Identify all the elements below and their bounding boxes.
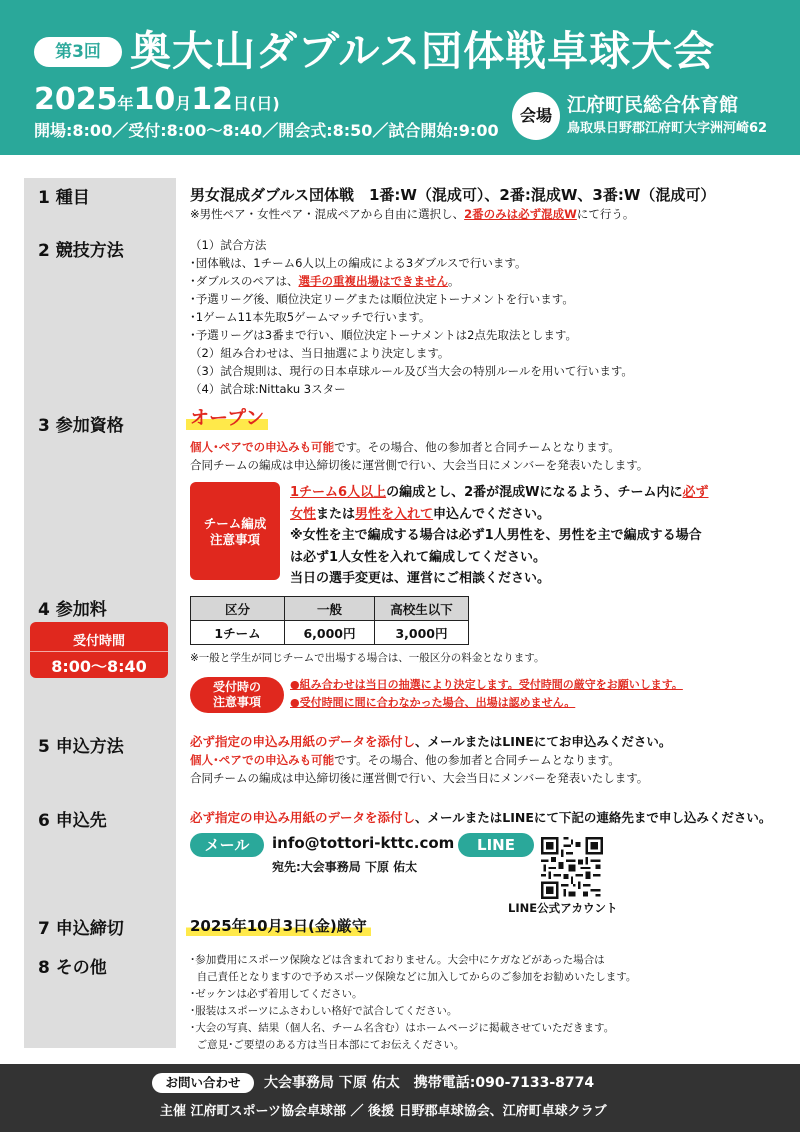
fee-header-general: 一般 [285, 597, 375, 621]
apply-method-text-main: 、メールまたはLINEにてお申込みください。 [415, 734, 672, 749]
header-banner [0, 0, 800, 155]
eligibility-line: 合同チームの編成は申込締切後に運営側で行い、大会当日にメンバーを発表いたします。 [190, 458, 649, 472]
fee-header-student: 高校生以下 [375, 597, 469, 621]
event-note-a: ※男性ペア・女性ペア・混成ペアから自由に選択し、 [190, 207, 465, 221]
rules-line: ･団体戦は、1チーム6人以上の編成による3ダブルスで行います。 [190, 256, 527, 270]
contact-label: お問い合わせ [152, 1073, 254, 1093]
rules-line: （1）試合方法 [190, 238, 267, 252]
apply-to-line [190, 808, 771, 826]
footer [0, 1064, 800, 1132]
venue-name: 江府町民総合体育館 [567, 94, 739, 116]
reception-note-pill [190, 677, 284, 713]
other-note-line: ･ゼッケンは必ず着用してください。 [190, 988, 363, 1000]
rules-line: （3）試合規則は、現行の日本卓球ルール及び当大会の特別ルールを用いて行います。 [190, 364, 633, 378]
section-label-eligibility: 3 参加資格 [38, 416, 124, 436]
team-note-line: ※女性を主で編成する場合は必ず1人男性を、男性を主で編成する場合 [290, 528, 702, 543]
apply-method-line [190, 751, 671, 769]
fee-cell-student: 3,000円 [375, 621, 469, 645]
apply-to-text: 、メールまたはLINEにて下記の連絡先まで申し込みください。 [415, 810, 772, 825]
reception-time-value: 8:00〜8:40 [30, 651, 168, 677]
apply-method-text [190, 733, 671, 787]
event-date [34, 82, 280, 117]
team-note-text: 申込んでください。 [433, 506, 551, 522]
date-day: 12 [191, 82, 234, 117]
date-year-unit: 年 [117, 94, 134, 113]
apply-to-emphasis: 必ず指定の申込み用紙のデータを添付し [190, 810, 416, 825]
edition-badge: 第3回 [34, 37, 122, 67]
apply-method-line [190, 733, 671, 751]
other-notes [190, 952, 636, 1054]
eligibility-line [190, 438, 648, 456]
venue-address: 鳥取県日野郡江府町大字洲河崎62 [567, 121, 768, 136]
other-note-line: ご意見･ご要望のある方は当日本部にてお伝えください。 [190, 1039, 465, 1051]
reception-time-label: 受付時間 [72, 634, 125, 649]
other-note-line: ･大会の写真、結果（個人名、チーム名含む）はホームページに掲載させていただきます。 [190, 1022, 615, 1034]
line-pill: LINE [458, 833, 534, 857]
section-label-rules: 2 競技方法 [38, 241, 124, 261]
rules-line: ･1ゲーム11本先取5ゲームマッチで行います。 [190, 310, 431, 324]
fee-note: ※一般と学生が同じチームで出場する場合は、一般区分の料金となります。 [190, 652, 545, 664]
reception-note-line: ●受付時間に間に合わなかった場合、出場は認めません。 [290, 696, 576, 709]
fee-cell-category: 1チーム [191, 621, 285, 645]
rules-line-emphasis: 選手の重複出場はできません [298, 274, 448, 288]
section-label-apply-to: 6 申込先 [38, 811, 107, 831]
date-day-unit: 日 [233, 94, 250, 113]
eligibility-emphasis: 個人･ペアでの申込みも可能 [190, 440, 335, 454]
team-note-line [290, 504, 709, 526]
line-caption: LINE公式アカウント [508, 901, 618, 915]
event-note [190, 205, 634, 223]
fee-table-row [191, 621, 469, 645]
team-note-text: または [316, 506, 356, 522]
team-note-line [290, 482, 709, 504]
fee-table-header-row [191, 597, 469, 621]
other-note-line: ･参加費用にスポーツ保険などは含まれておりません。大会中にケガなどがあった場合は [190, 954, 605, 966]
page-title: 奥大山ダブルス団体戦卓球大会 [130, 27, 716, 75]
section-label-apply-method: 5 申込方法 [38, 737, 124, 757]
section-label-other: 8 その他 [38, 958, 107, 978]
apply-method-emphasis: 必ず指定の申込み用紙のデータを添付し [190, 734, 416, 749]
date-weekday: (日) [249, 94, 280, 113]
date-year: 2025 [34, 82, 118, 117]
rules-line: ･予選リーグは3番まで行い、順位決定トーナメントは2点先取法とします。 [190, 328, 577, 342]
other-note-line: ･服装はスポーツにふさわしい格好で試合してください。 [190, 1005, 458, 1017]
fee-cell-general: 6,000円 [285, 621, 375, 645]
apply-method-emphasis: 個人･ペアでの申込みも可能 [190, 753, 335, 767]
deadline-highlight: 2025年10月3日(金)厳守 [186, 915, 371, 936]
reception-note-line: ●組み合わせは当日の抽選により決定します。受付時間の厳守をお願いします。 [290, 678, 683, 691]
other-note-line: 自己責任となりますので予めスポーツ保険などに加入してからのご参加をお勧めいたします。 [190, 971, 637, 983]
date-month: 10 [133, 82, 176, 117]
rules-line [190, 272, 633, 290]
team-note-emphasis: 1チーム6人以上 [290, 485, 387, 500]
team-note-line: は必ず1人女性を入れて編成してください。 [290, 549, 547, 565]
section-label-fee: 4 参加料 [38, 600, 107, 620]
eligibility-line-text: です。その場合、他の参加者と合同チームとなります。 [334, 440, 620, 454]
reception-time-box [30, 622, 168, 678]
sponsor-info: 主催 江府町スポーツ協会卓球部 ／ 後援 日野郡卓球協会、江府町卓球クラブ [160, 1104, 607, 1119]
rules-list [190, 236, 633, 398]
venue-badge: 会場 [512, 92, 560, 140]
event-note-c: にて行う。 [576, 207, 635, 221]
recipient-name: 宛先:大会事務局 下原 佑太 [272, 860, 418, 874]
rules-line: （2）組み合わせは、当日抽選により決定します。 [190, 346, 450, 360]
team-note-box [190, 482, 280, 580]
fee-header-category: 区分 [191, 597, 285, 621]
contact-info: 大会事務局 下原 佑太 携帯電話:090-7133-8774 [264, 1075, 595, 1091]
reception-note-lines [290, 676, 683, 712]
rules-line-text: ･ダブルスのペアは、 [190, 274, 299, 288]
event-main: 男女混成ダブルス団体戦 1番:W（混成可）、2番:混成W、3番:W（混成可） [190, 186, 716, 204]
mail-pill: メール [190, 833, 264, 857]
section-label-event: 1 種目 [38, 188, 90, 208]
rules-line-text: 。 [447, 274, 460, 288]
reception-note-label: 受付時の 注意事項 [212, 680, 261, 709]
apply-method-text-main: です。その場合、他の参加者と合同チームとなります。 [334, 753, 620, 767]
team-note-line: 当日の選手変更は、運営にご相談ください。 [290, 571, 551, 586]
team-note-lines [290, 482, 709, 590]
date-month-unit: 月 [175, 94, 192, 113]
rules-line: （4）試合球:Nittaku 3スター [190, 382, 346, 396]
team-note-emphasis: 女性 [290, 506, 317, 522]
team-note-text: の編成とし、2番が混成Wになるよう、チーム内に [386, 485, 683, 500]
line-qr-code-icon[interactable] [541, 837, 603, 899]
eligibility-text [190, 438, 648, 474]
team-note-label: チーム編成 注意事項 [203, 516, 267, 547]
schedule-text: 開場:8:00／受付:8:00〜8:40／開会式:8:50／試合開始:9:00 [34, 121, 499, 140]
apply-method-line: 合同チームの編成は申込締切後に運営側で行い、大会当日にメンバーを発表いたします。 [190, 771, 649, 785]
email-address[interactable]: info@tottori-kttc.com [272, 834, 455, 852]
event-note-b: 2番のみは必ず混成W [464, 207, 577, 221]
open-highlight: オープン [186, 403, 268, 430]
section-label-deadline: 7 申込締切 [38, 919, 124, 939]
fee-table [190, 596, 469, 645]
team-note-emphasis: 男性を入れて [355, 506, 434, 522]
team-note-emphasis: 必ず [682, 485, 709, 500]
rules-line: ･予選リーグ後、順位決定リーグまたは順位決定トーナメントを行います。 [190, 292, 574, 306]
